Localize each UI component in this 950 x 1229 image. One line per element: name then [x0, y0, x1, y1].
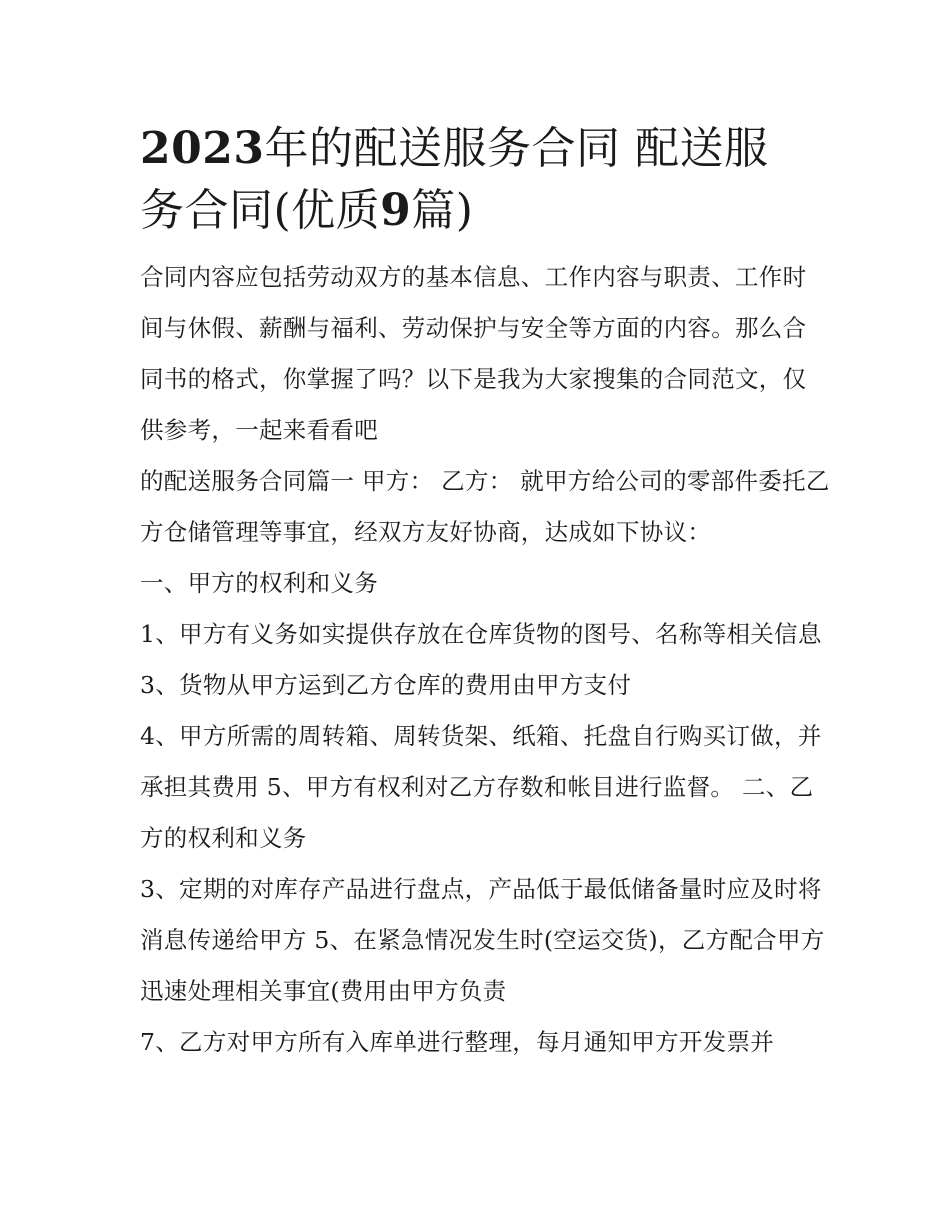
intro-paragraph: 合同内容应包括劳动双方的基本信息、工作内容与职责、工作时间与休假、薪酬与福利、劳动保护与安全等方面的内容。那么合同书的格式，你掌握了吗？以下是我为大家搜集的合同范文，仅供参考，一起来看看吧 — [140, 263, 807, 444]
clause-paragraph: 3、定期的对库存产品进行盘点，产品低于最低储备量时应及时将消息传递给甲方 5、在紧急情况发生时(空运交货)，乙方配合甲方迅速处理相关事宜(费用由甲方负责 — [140, 875, 825, 1005]
clause-paragraph: 1、甲方有义务如实提供存放在仓库货物的图号、名称等相关信息 3、货物从甲方运到乙方仓库的费用由甲方支付 — [140, 620, 822, 699]
contract-preamble: 的配送服务合同篇一 甲方： 乙方： 就甲方给公司的零部件委托乙方仓储管理等事宜，经双方友好协商，达成如下协议： — [140, 467, 830, 546]
section-heading-party-a: 一、甲方的权利和义务 — [140, 569, 378, 597]
clause-paragraph: 7、乙方对甲方所有入库单进行整理，每月通知甲方开发票并 — [140, 1028, 775, 1056]
clause-paragraph: 4、甲方所需的周转箱、周转货架、纸箱、托盘自行购买订做，并承担其费用 5、甲方有权利对乙方存数和帐目进行监督。 二、乙方的权利和义务 — [140, 722, 822, 852]
document-page — [140, 118, 830, 1068]
document-title: 2023年的配送服务合同 配送服务合同(优质9篇) — [140, 123, 769, 236]
